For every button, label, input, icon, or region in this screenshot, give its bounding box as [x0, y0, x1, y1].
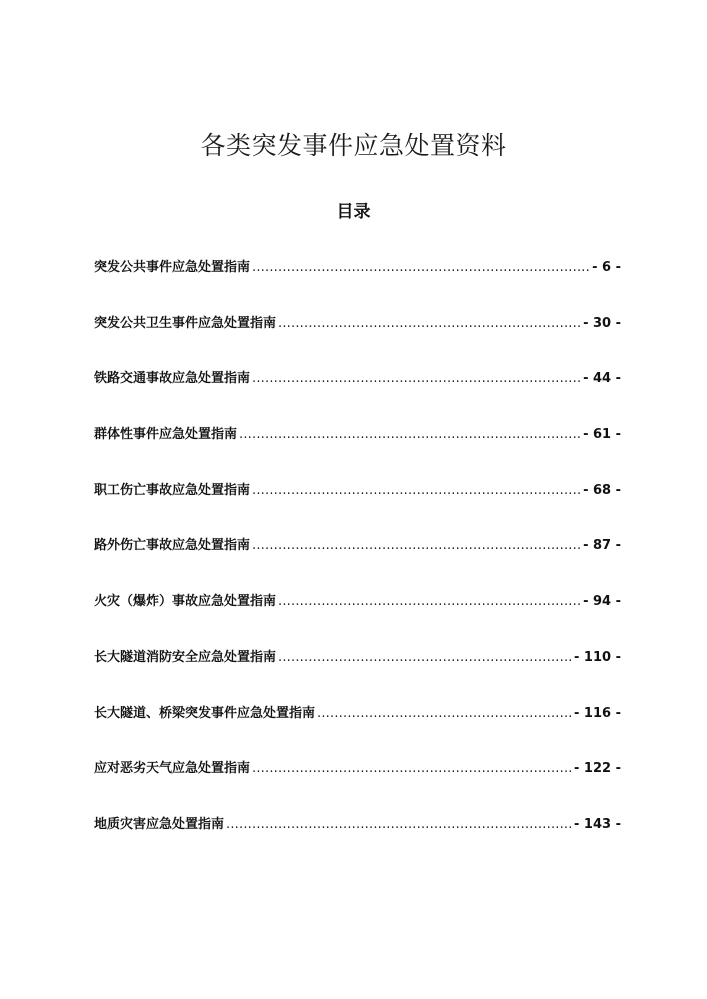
toc-entry[interactable] [94, 312, 621, 368]
toc-dot-leader [278, 650, 572, 665]
toc-dot-leader [239, 427, 581, 442]
toc-entry-label: 长大隧道、桥梁突发事件应急处置指南 [94, 705, 316, 721]
toc-entry-label: 突发公共卫生事件应急处置指南 [94, 315, 277, 331]
toc-entry-page: - 6 - [592, 260, 621, 275]
toc-dot-leader [252, 260, 590, 275]
toc-entry[interactable] [94, 479, 621, 535]
toc-entry-label: 职工伤亡事故应急处置指南 [94, 482, 251, 498]
toc-entry-label: 突发公共事件应急处置指南 [94, 260, 251, 275]
toc-entry[interactable] [94, 757, 621, 813]
toc-entry-label: 应对恶劣天气应急处置指南 [94, 761, 251, 777]
toc-entry[interactable] [94, 534, 621, 590]
toc-dot-leader [252, 371, 581, 386]
table-of-contents [94, 256, 621, 869]
toc-dot-leader [226, 817, 572, 832]
toc-entry[interactable] [94, 702, 621, 758]
toc-entry-page: - 116 - [574, 705, 621, 721]
toc-entry-label: 铁路交通事故应急处置指南 [94, 371, 251, 387]
toc-entry-page: - 87 - [583, 538, 621, 554]
toc-entry-page: - 30 - [583, 315, 621, 331]
toc-entry-label: 路外伤亡事故应急处置指南 [94, 538, 251, 554]
toc-entry[interactable] [94, 813, 621, 869]
toc-entry-page: - 44 - [583, 371, 621, 387]
toc-entry[interactable] [94, 367, 621, 423]
toc-entry[interactable] [94, 423, 621, 479]
toc-entry-page: - 68 - [583, 482, 621, 498]
toc-heading: 目录 [336, 202, 371, 222]
toc-entry-label: 地质灾害应急处置指南 [94, 816, 225, 832]
toc-dot-leader [252, 483, 581, 498]
toc-dot-leader [252, 538, 581, 553]
toc-entry-page: - 94 - [583, 594, 621, 610]
toc-entry[interactable] [94, 646, 621, 702]
toc-entry-page: - 143 - [574, 816, 621, 832]
toc-entry[interactable] [94, 256, 621, 312]
toc-dot-leader [317, 706, 572, 721]
document-title: 各类突发事件应急处置资料 [200, 131, 507, 160]
toc-entry-page: - 61 - [583, 427, 621, 443]
toc-entry-label: 火灾（爆炸）事故应急处置指南 [94, 594, 277, 610]
toc-dot-leader [252, 761, 572, 776]
toc-entry-page: - 122 - [574, 761, 621, 777]
toc-dot-leader [278, 594, 581, 609]
toc-dot-leader [278, 316, 581, 331]
toc-entry-label: 长大隧道消防安全应急处置指南 [94, 649, 277, 665]
toc-entry-page: - 110 - [574, 649, 621, 665]
toc-entry-label: 群体性事件应急处置指南 [94, 427, 238, 443]
toc-entry[interactable] [94, 590, 621, 646]
